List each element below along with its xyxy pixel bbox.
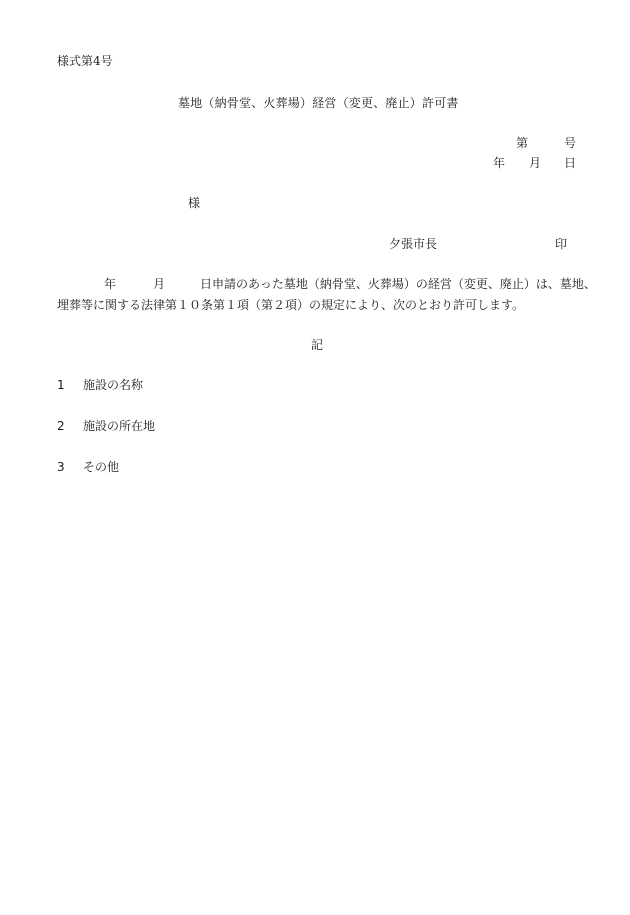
list-item	[57, 459, 119, 475]
form-number: 様式第4号	[57, 54, 113, 68]
addressee-suffix: 様	[188, 196, 201, 210]
body-month-label: 月	[153, 277, 166, 291]
document-title: 墓地（納骨堂、火葬場）経営（変更、廃止）許可書	[178, 96, 459, 110]
ki-heading: 記	[311, 338, 324, 352]
item-label: 施設の名称	[83, 378, 144, 392]
body-text-line-1: 日申請のあった墓地（納骨堂、火葬場）の経営（変更、廃止）は、墓地、	[200, 277, 596, 291]
number-prefix: 第	[516, 136, 529, 150]
item-label: 施設の所在地	[83, 419, 156, 433]
issuer-name: 夕張市長	[389, 237, 438, 251]
date-month-label: 月	[529, 156, 542, 170]
body-text-line-2: 埋葬等に関する法律第１０条第１項（第２項）の規定により、次のとおり許可します。	[57, 298, 525, 312]
item-number: 2	[57, 419, 65, 433]
item-number: 3	[57, 460, 65, 474]
item-label: その他	[83, 460, 120, 474]
date-year-label: 年	[493, 156, 506, 170]
seal-mark: 印	[555, 237, 568, 251]
list-item	[57, 418, 155, 434]
item-number: 1	[57, 378, 65, 392]
number-suffix: 号	[564, 136, 577, 150]
date-day-label: 日	[564, 156, 577, 170]
list-item	[57, 377, 143, 393]
body-year-label: 年	[104, 277, 117, 291]
